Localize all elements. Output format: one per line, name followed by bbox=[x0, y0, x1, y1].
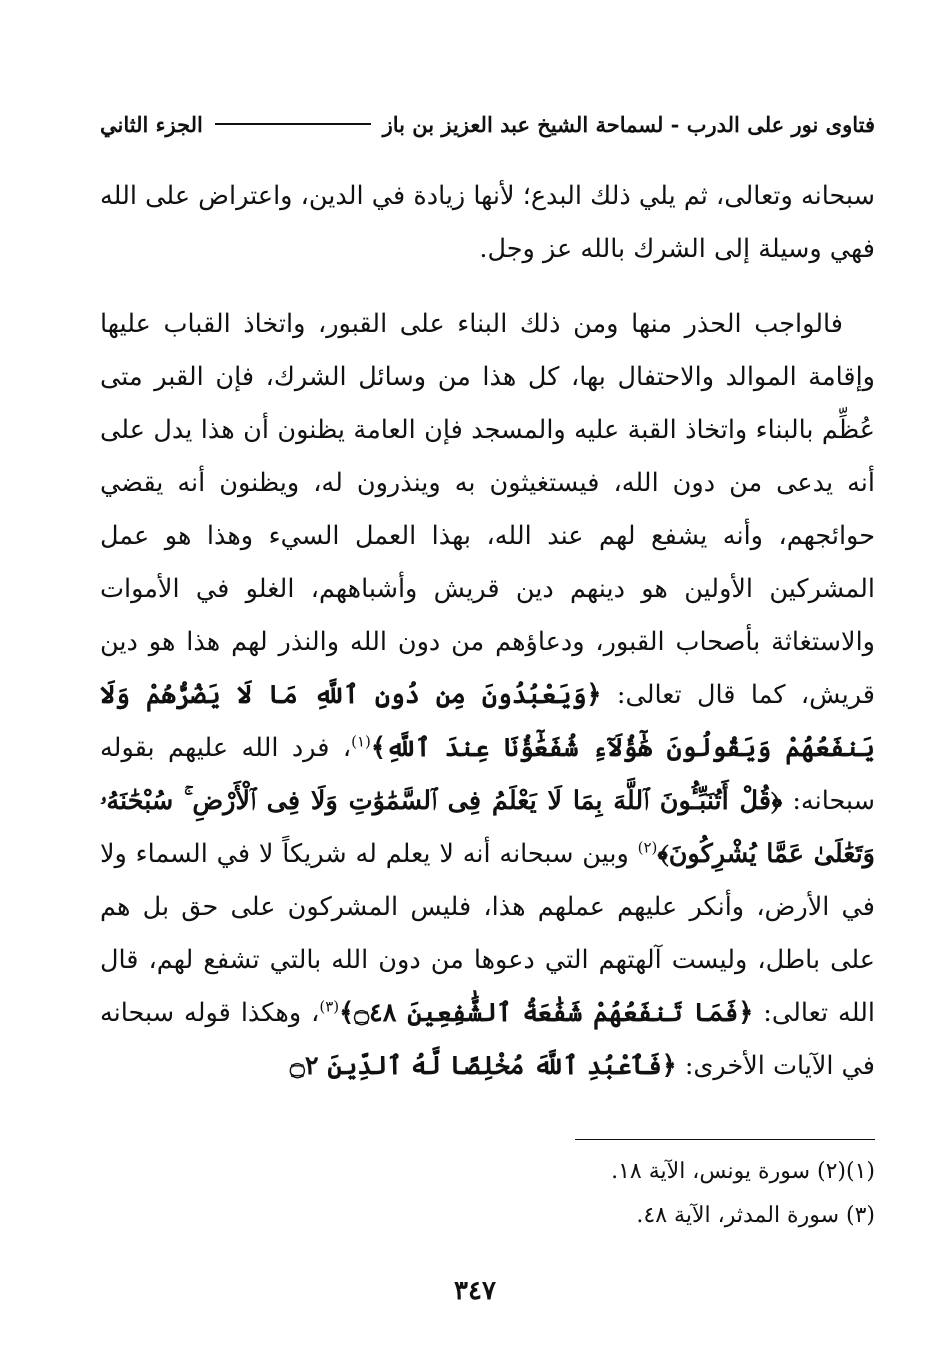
paragraph-2 bbox=[100, 298, 875, 1093]
paragraph-1: سبحانه وتعالى، ثم يلي ذلك البدع؛ لأنها زيادة في الدين، واعتراض على الله فهي وسيلة إلى الشرك بالله عز وجل. bbox=[100, 181, 875, 264]
quran-verse-4: ﴿فَٱعْبُدِ ٱللَّهَ مُخْلِصًا لَّهُ ٱلدِّينَ ۝٢ bbox=[289, 1051, 677, 1081]
paragraph-2-text-c: وبين سبحانه أنه لا يعلم له شريكاً لا في السماء ولا في الأرض، وأنكر عليهم عملهم هذا، فليس المشركون على حق بل هم على باطل، وليست آلهتهم التي دعوها من دون الله بالتي تشفع لهم، قال الله تعالى: bbox=[100, 839, 876, 1028]
header-part-label: الجزء الثاني bbox=[100, 111, 203, 137]
page-number: ٣٤٧ bbox=[454, 1276, 496, 1306]
footnote-separator bbox=[575, 1139, 875, 1140]
footnotes bbox=[100, 1150, 875, 1238]
footnote-ref-3: (٣) bbox=[319, 997, 340, 1016]
header-rule bbox=[215, 123, 371, 125]
paragraph-2-text-d: ، وهكذا قوله سبحانه في الآيات الأخرى: bbox=[100, 998, 875, 1081]
quran-verse-1: ﴿وَيَعْبُدُونَ مِن دُونِ ٱللَّهِ مَا لَا يَضُرُّهُمْ وَلَا يَنفَعُهُمْ وَيَقُولُونَ هَٰٓؤُلَآءِ شُفَعَٰٓؤُنَا عِندَ ٱللَّهِ﴾ bbox=[100, 680, 875, 763]
footnote-1: (١)(٢) سورة يونس، الآية ١٨. bbox=[611, 1159, 875, 1184]
footnote-2: (٣) سورة المدثر، الآية ٤٨. bbox=[636, 1203, 875, 1228]
paragraph-2-text-b: ، فرد الله عليهم بقوله سبحانه: bbox=[100, 733, 875, 816]
footnote-ref-2: (٢) bbox=[637, 838, 658, 857]
main-text bbox=[100, 170, 875, 1093]
running-header bbox=[100, 104, 875, 144]
footnote-ref-1: (١) bbox=[351, 732, 371, 751]
quran-verse-3: ﴿فَمَا تَنفَعُهُمْ شَفَٰعَةُ ٱلشَّٰفِعِينَ ۝٤٨﴾ bbox=[339, 998, 754, 1028]
quran-verse-2: ﴿قُلْ أَتُنَبِّـُٔونَ ٱللَّهَ بِمَا لَا يَعْلَمُ فِى ٱلسَّمَٰوَٰتِ وَلَا فِى ٱلْأَرْضِ ۚ سُبْحَٰنَهُۥ وَتَعَٰلَىٰ عَمَّا يُشْرِكُونَ﴾ bbox=[100, 786, 875, 869]
header-book-title: فتاوى نور على الدرب - لسماحة الشيخ عبد العزيز بن باز bbox=[382, 111, 875, 137]
paragraph-2-text-a: فالواجب الحذر منها ومن ذلك البناء على القبور، واتخاذ القباب عليها وإقامة الموالد والاحتفال بها، كل هذا من وسائل الشرك، فإن القبر متى عُظِّم بالبناء واتخاذ القبة عليه والمسجد فإن العامة يظنون أن هذا يدل على أنه يدعى من دون الله، فيستغيثون به وينذرون له، ويظنون أنه يقضي حوائجهم، وأنه يشفع لهم عند الله، بهذا العمل السيء وهذا هو عمل المشركين الأولين هو دينهم دين قريش وأشباههم، الغلو في الأموات والاستغاثة بأصحاب القبور، ودعاؤهم من دون الله والنذر لهم هذا هو دين قريش، كما قال تعالى: bbox=[100, 309, 875, 710]
